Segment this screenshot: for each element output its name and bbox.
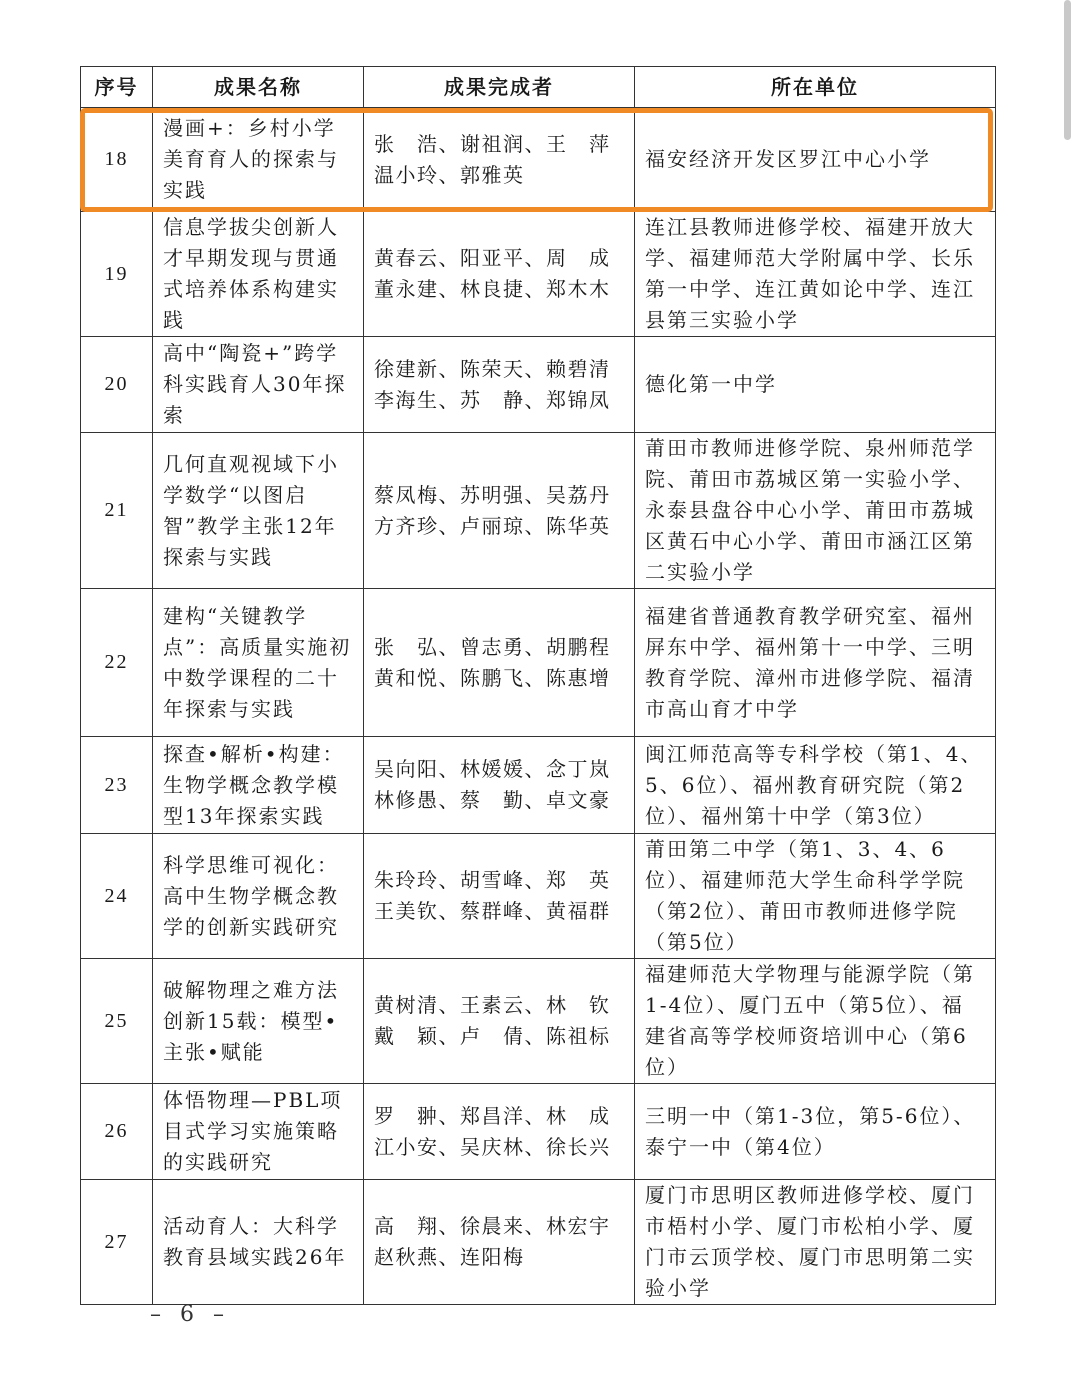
- row-number: 22: [81, 589, 153, 737]
- table-row: [81, 737, 996, 834]
- achievement-authors: [364, 337, 635, 433]
- row-number: 25: [81, 959, 153, 1084]
- authors-line: 蔡凤梅、苏明强、吴荔丹: [374, 482, 611, 507]
- page-number: – 6 –: [150, 1302, 230, 1327]
- achievement-title: 探查•解析•构建：生物学概念教学模型13年探索实践: [153, 737, 364, 834]
- header-seq: 序号: [81, 67, 153, 108]
- authors-line: 徐建新、陈荣天、赖碧清: [374, 356, 611, 381]
- table-row: [81, 589, 996, 737]
- row-number: 21: [81, 433, 153, 589]
- authors-line: 黄树清、王素云、林 钦: [374, 993, 611, 1017]
- authors-line: 高 翔、徐晨来、林宏宇: [374, 1214, 611, 1238]
- achievement-unit: 福建省普通教育教学研究室、福州屏东中学、福州第十一中学、三明教育学院、漳州市进修学院、福清市高山育才中学: [635, 589, 996, 737]
- authors-line: 罗 翀、郑昌洋、林 成: [374, 1103, 611, 1128]
- row-number: 20: [81, 337, 153, 433]
- achievement-authors: [364, 737, 635, 834]
- achievement-title: 漫画+：乡村小学美育育人的探索与实践: [153, 108, 364, 212]
- authors-line: 黄和悦、陈鹏飞、陈惠增: [374, 665, 611, 690]
- achievement-unit: 福建师范大学物理与能源学院（第1-4位）、厦门五中（第5位）、福建省高等学校师资培训中心（第6位）: [635, 959, 996, 1084]
- achievement-unit: 三明一中（第1-3位，第5-6位）、泰宁一中（第4位）: [635, 1084, 996, 1180]
- authors-line: 温小玲、郭雅英: [374, 162, 525, 187]
- header-title: 成果名称: [153, 67, 364, 108]
- authors-line: 林修愚、蔡 勤、卓文豪: [374, 788, 611, 812]
- achievement-unit: 莆田市教师进修学院、泉州师范学院、莆田市荔城区第一实验小学、永泰县盘谷中心小学、莆田市荔城区黄石中心小学、莆田市涵江区第二实验小学: [635, 433, 996, 589]
- achievement-unit: 德化第一中学: [635, 337, 996, 433]
- achievement-unit: 连江县教师进修学校、福建开放大学、福建师范大学附属中学、长乐第一中学、连江黄如论中学、连江县第三实验小学: [635, 212, 996, 337]
- row-number: 19: [81, 212, 153, 337]
- authors-line: 李海生、苏 静、郑锦凤: [374, 387, 611, 412]
- achievement-unit: 闽江师范高等专科学校（第1、4、5、6位）、福州教育研究院（第2位）、福州第十中学（第3位）: [635, 737, 996, 834]
- achievement-unit: 莆田第二中学（第1、3、4、6位）、福建师范大学生命科学学院（第2位）、莆田市教师进修学院（第5位）: [635, 834, 996, 959]
- authors-line: 张 弘、曾志勇、胡鹏程: [374, 634, 611, 659]
- results-table: [80, 66, 996, 1305]
- header-unit: 所在单位: [635, 67, 996, 108]
- header-authors: 成果完成者: [364, 67, 635, 108]
- achievement-unit: 厦门市思明区教师进修学校、厦门市梧村小学、厦门市松柏小学、厦门市云顶学校、厦门市思明第二实验小学: [635, 1180, 996, 1305]
- table-row: [81, 834, 996, 959]
- authors-line: 赵秋燕、连阳梅: [374, 1245, 525, 1269]
- achievement-title: 几何直观视域下小学数学“以图启智”教学主张12年探索与实践: [153, 433, 364, 589]
- achievement-authors: [364, 433, 635, 589]
- authors-line: 王美钦、蔡群峰、黄福群: [374, 899, 611, 923]
- achievement-authors: [364, 959, 635, 1084]
- achievement-title: 科学思维可视化：高中生物学概念教学的创新实践研究: [153, 834, 364, 959]
- table-row: [81, 1084, 996, 1180]
- table-row: [81, 108, 996, 212]
- row-number: 18: [81, 108, 153, 212]
- authors-line: 江小安、吴庆林、徐长兴: [374, 1134, 611, 1159]
- authors-line: 吴向阳、林媛媛、念丁岚: [374, 757, 611, 781]
- achievement-title: 建构“关键教学点”：高质量实施初中数学课程的二十年探索与实践: [153, 589, 364, 737]
- table-row: [81, 959, 996, 1084]
- authors-line: 方齐珍、卢丽琼、陈华英: [374, 513, 611, 538]
- achievement-unit: 福安经济开发区罗江中心小学: [635, 108, 996, 212]
- table-row: [81, 337, 996, 433]
- achievement-title: 高中“陶瓷+”跨学科实践育人30年探索: [153, 337, 364, 433]
- table-row: [81, 433, 996, 589]
- table-header-row: [81, 67, 996, 108]
- achievement-authors: [364, 834, 635, 959]
- authors-line: 戴 颖、卢 倩、陈祖标: [374, 1024, 611, 1048]
- row-number: 26: [81, 1084, 153, 1180]
- achievement-authors: [364, 108, 635, 212]
- achievement-title: 活动育人：大科学教育县域实践26年: [153, 1180, 364, 1305]
- row-number: 27: [81, 1180, 153, 1305]
- table-row: [81, 1180, 996, 1305]
- authors-line: 黄春云、阳亚平、周 成: [374, 246, 611, 270]
- achievement-authors: [364, 1180, 635, 1305]
- table-row: [81, 212, 996, 337]
- achievement-title: 信息学拔尖创新人才早期发现与贯通式培养体系构建实践: [153, 212, 364, 337]
- achievement-authors: [364, 212, 635, 337]
- authors-line: 张 浩、谢祖润、王 萍: [374, 131, 611, 156]
- row-number: 24: [81, 834, 153, 959]
- row-number: 23: [81, 737, 153, 834]
- achievement-title: 体悟物理—PBL项目式学习实施策略的实践研究: [153, 1084, 364, 1180]
- achievement-authors: [364, 1084, 635, 1180]
- achievement-title: 破解物理之难方法创新15载：模型•主张•赋能: [153, 959, 364, 1084]
- scrollbar[interactable]: [1064, 0, 1071, 140]
- achievement-authors: [364, 589, 635, 737]
- authors-line: 董永建、林良捷、郑木木: [374, 277, 611, 301]
- authors-line: 朱玲玲、胡雪峰、郑 英: [374, 868, 611, 892]
